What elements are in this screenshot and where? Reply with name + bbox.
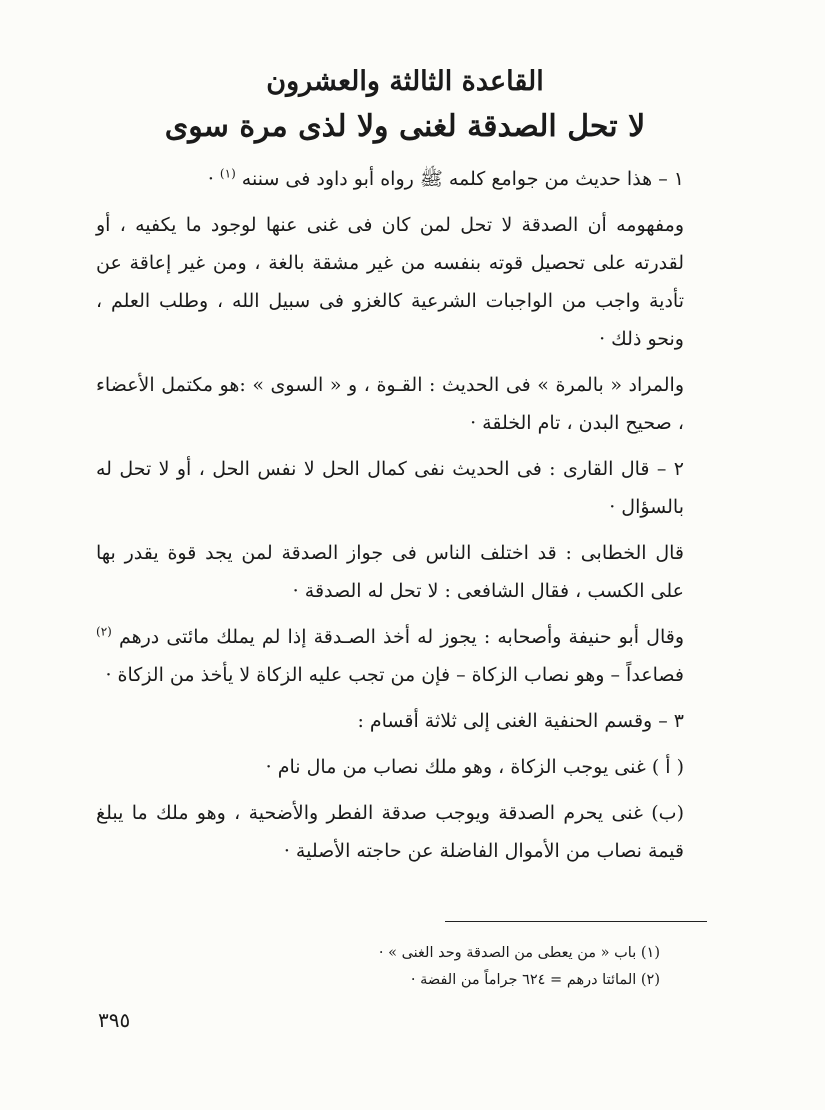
footnote-ref-2: (٢) <box>96 624 112 639</box>
paragraph-4: ٢ – قال القارى : فى الحديث نفى كمال الحل لا نفس الحل ، أو لا تحل له بالسؤال · <box>96 458 684 518</box>
main-text <box>96 160 706 878</box>
paragraph-7: ٣ – وقسم الحنفية الغنى إلى ثلاثة أقسام : <box>357 710 684 732</box>
paragraph-1 <box>96 160 706 198</box>
paragraph-3: والمراد « بالمرة » فى الحديث : القـوة ، و « السوى » :هو مكتمل الأعضاء ، صحيح البدن ، تام الخلقة · <box>96 374 684 434</box>
rule-title: القاعدة الثالثة والعشرون <box>266 66 544 97</box>
paragraph-6-part-b: فصاعداً – وهو نصاب الزكاة – فإن من تجب عليه الزكاة لا يأخذ من الزكاة · <box>105 664 684 686</box>
paragraph-6-part-a: وقال أبو حنيفة وأصحابه : يجوز له أخذ الصـدقة إذا لم يملك مائتى درهم <box>118 626 685 648</box>
paragraph-8: ( أ ) غنى يوجب الزكاة ، وهو ملك نصاب من مال نام · <box>265 756 684 778</box>
paragraph-5: قال الخطابى : قد اختلف الناس فى جواز الصدقة لمن يجد قوة يقدر بها على الكسب ، فقال الشافعى : لا تحل له الصدقة · <box>96 542 684 602</box>
rule-subtitle: لا تحل الصدقة لغنى ولا لذى مرة سوى <box>164 109 646 144</box>
paragraph-9: (ب) غنى يحرم الصدقة ويوجب صدقة الفطر والأضحية ، وهو ملك ما يبلغ قيمة نصاب من الأموال الفاضلة عن حاجته الأصلية · <box>96 802 684 862</box>
paragraph-6 <box>96 618 706 694</box>
paragraph-1-end: · <box>207 168 220 190</box>
paragraph-1-text: ١ – هذا حديث من جوامع كلمه ﷺ رواه أبو داود فى سننه <box>241 168 684 190</box>
footnote-2: (٢) المائتا درهم = ٦٢٤ جراماً من الفضة · <box>410 972 660 988</box>
footnotes <box>300 940 660 994</box>
page-number: ٣٩٥ <box>98 1008 131 1032</box>
footnote-divider <box>445 921 707 922</box>
footnote-ref-1: (١) <box>219 166 236 181</box>
paragraph-2: ومفهومه أن الصدقة لا تحل لمن كان فى غنى عنها لوجود ما يكفيه ، أو لقدرته على تحصيل قوته بنفسه من غير مشقة بالغة ، ومن غير إعاقة عن تأدية واجب من الواجبات الشرعية كالغزو فى سبيل الله ، وطلب العلم ، ونحو ذلك · <box>96 214 684 350</box>
heading-block <box>90 60 720 150</box>
footnote-1: (١) باب « من يعطى من الصدقة وحد الغنى » · <box>378 945 660 961</box>
